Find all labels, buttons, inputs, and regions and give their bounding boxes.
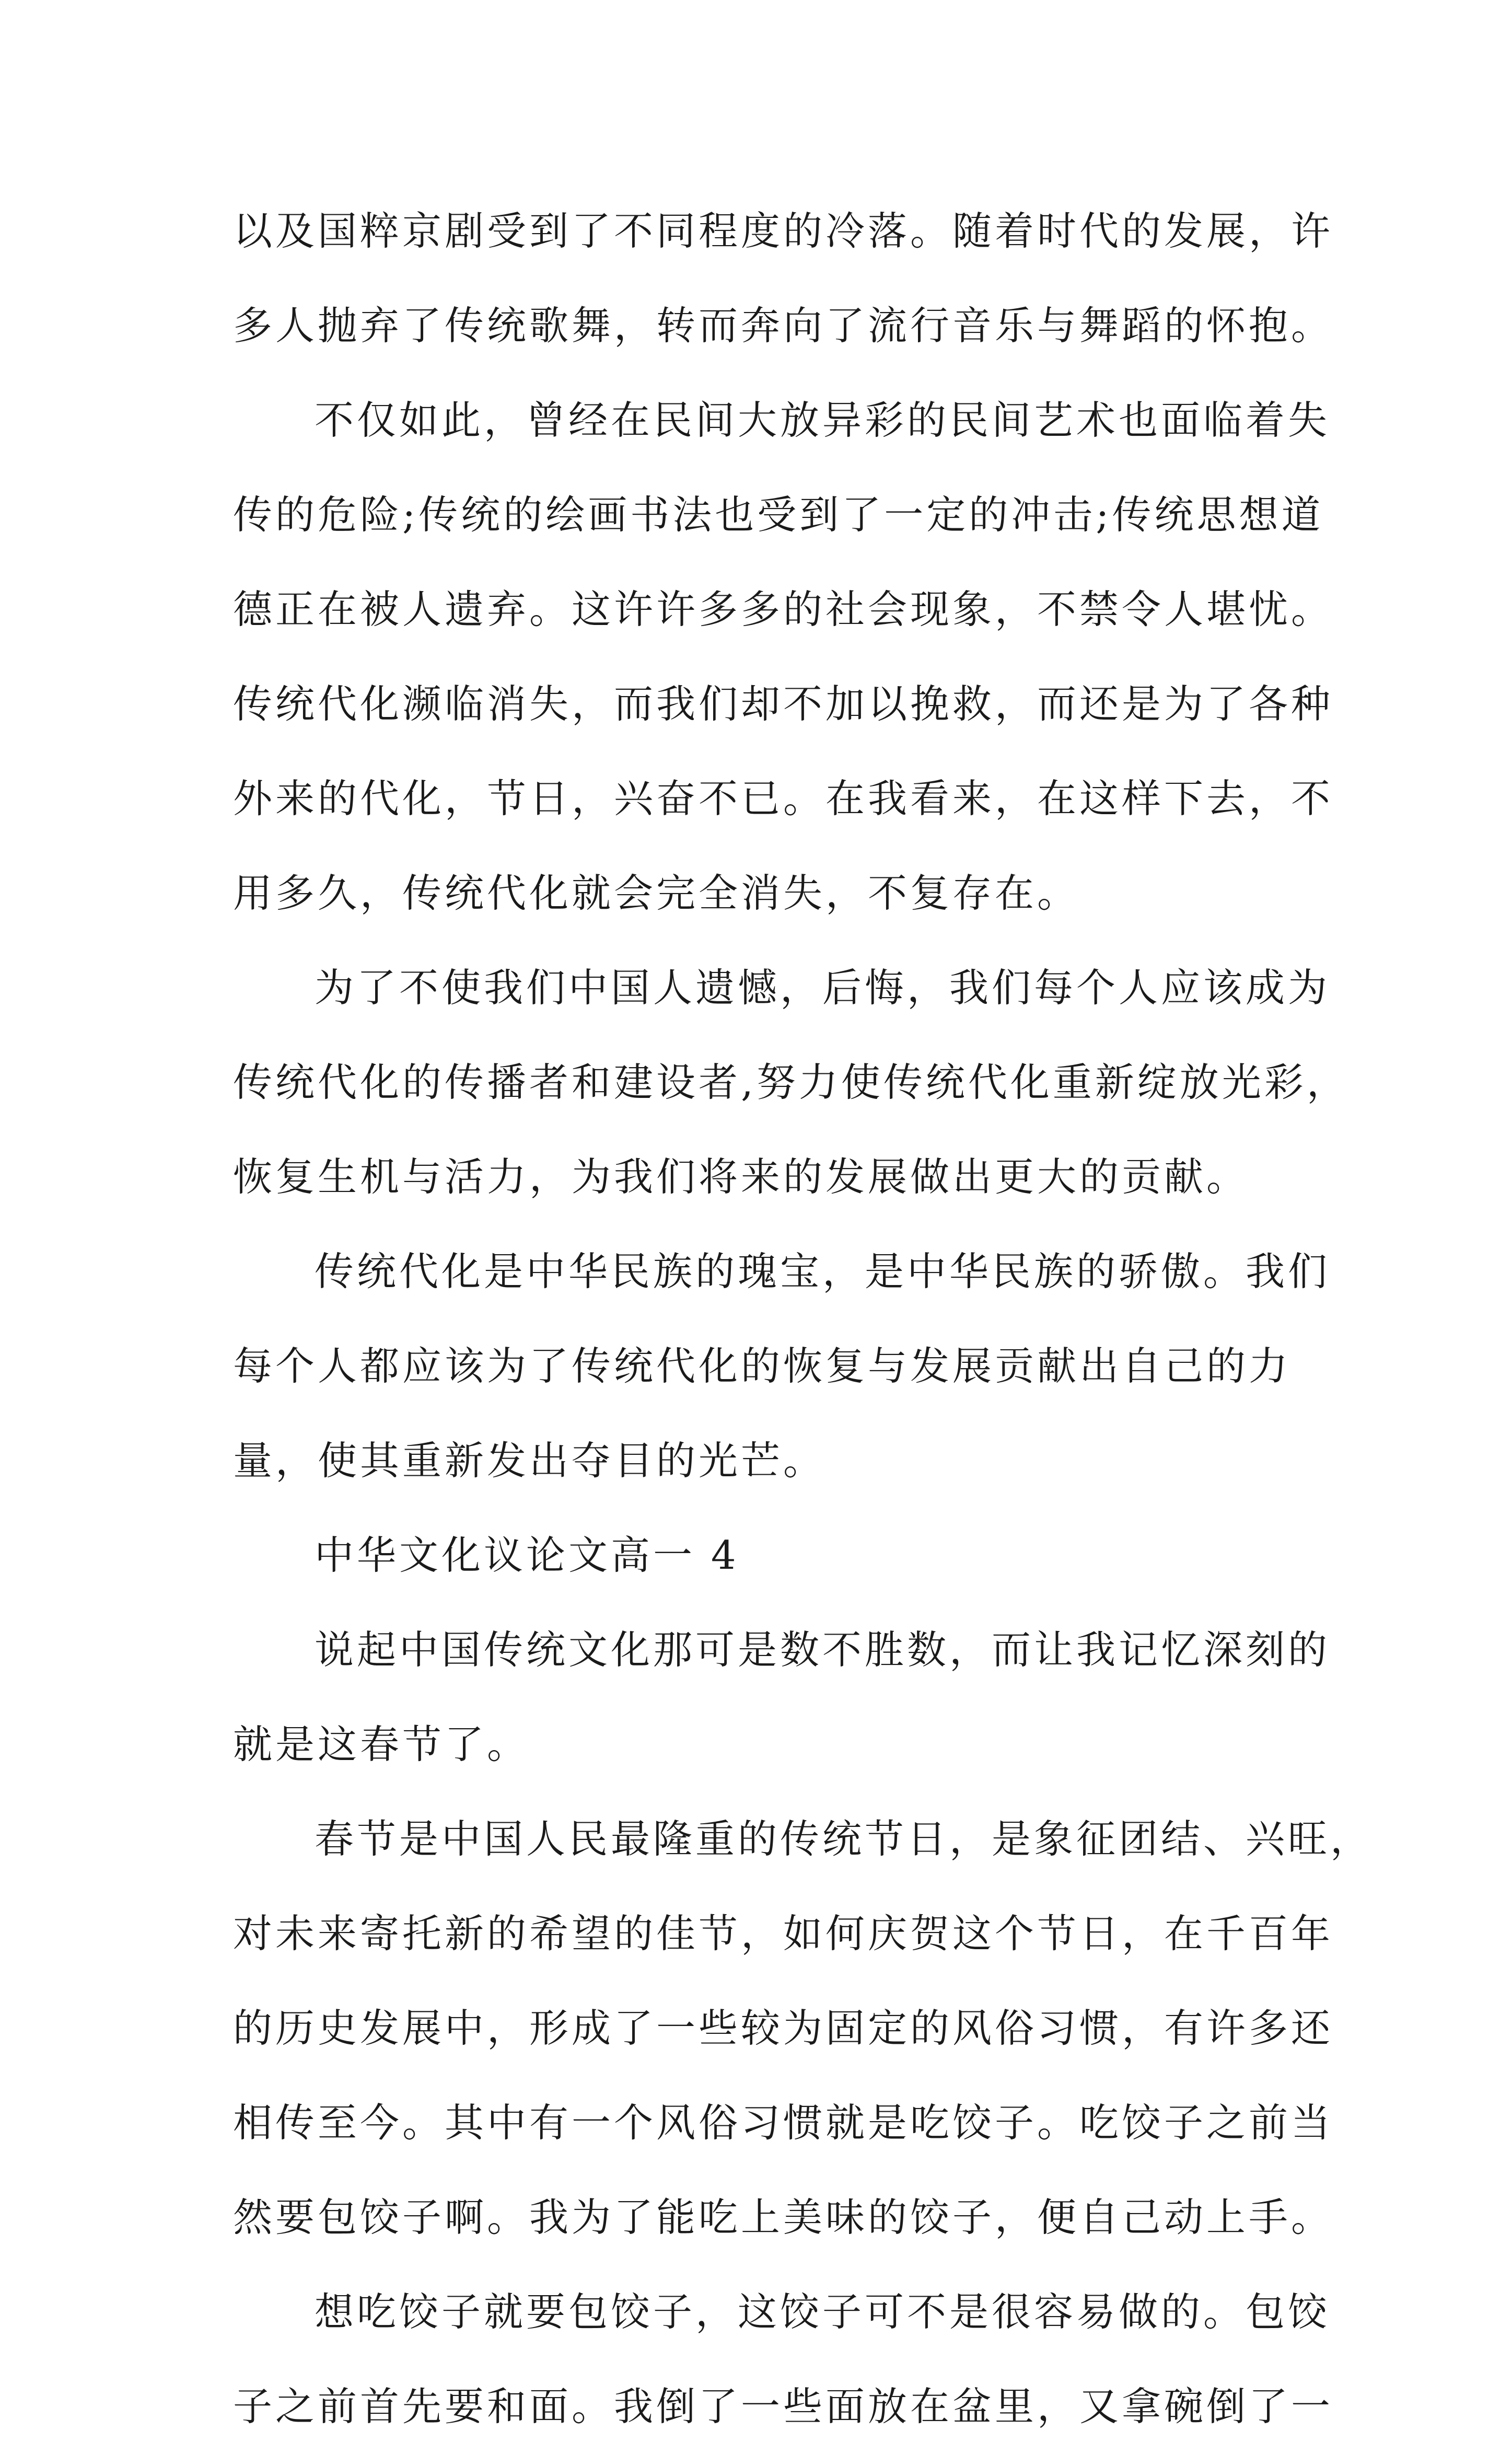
text-line: 以及国粹京剧受到了不同程度的冷落。随着时代的发展，许 — [233, 208, 1334, 254]
text-line: 德正在被人遗弃。这许许多多的社会现象，不禁令人堪忧。 — [233, 586, 1334, 632]
text-line: 不仅如此，曾经在民间大放异彩的民间艺术也面临着失 — [315, 397, 1331, 443]
body-text — [233, 184, 1373, 2454]
text-line: 相传至今。其中有一个风俗习惯就是吃饺子。吃饺子之前当 — [233, 2100, 1334, 2146]
text-line: 对未来寄托新的希望的佳节，如何庆贺这个节日，在千百年 — [233, 1911, 1334, 1957]
text-line: 用多久，传统代化就会完全消失，不复存在。 — [233, 870, 1080, 916]
text-line: 外来的代化，节日，兴奋不已。在我看来，在这样下去，不 — [233, 775, 1334, 821]
text-line: 就是这春节了。 — [233, 1721, 530, 1767]
text-line: 传统代化的传播者和建设者,努力使传统代化重新绽放光彩， — [233, 1059, 1349, 1105]
text-line: 传统代化是中华民族的瑰宝，是中华民族的骄傲。我们 — [315, 1248, 1331, 1294]
text-line: 传统代化濒临消失，而我们却不加以挽救，而还是为了各种 — [233, 681, 1334, 727]
text-line: 恢复生机与活力，为我们将来的发展做出更大的贡献。 — [233, 1154, 1249, 1200]
text-line: 说起中国传统文化那可是数不胜数，而让我记忆深刻的 — [315, 1627, 1331, 1673]
text-line: 的历史发展中，形成了一些较为固定的风俗习惯，有许多还 — [233, 2005, 1334, 2051]
text-line: 量，使其重新发出夺目的光芒。 — [233, 1438, 826, 1484]
text-line: 传的危险;传统的绘画书法也受到了一定的冲击;传统思想道 — [233, 492, 1324, 538]
text-line: 每个人都应该为了传统代化的恢复与发展贡献出自己的力 — [233, 1343, 1292, 1389]
text-line: 子之前首先要和面。我倒了一些面放在盆里，又拿碗倒了一 — [233, 2383, 1334, 2429]
text-line: 多人抛弃了传统歌舞，转而奔向了流行音乐与舞蹈的怀抱。 — [233, 303, 1334, 349]
text-line: 为了不使我们中国人遗憾，后悔，我们每个人应该成为 — [315, 965, 1331, 1011]
text-line: 然要包饺子啊。我为了能吃上美味的饺子，便自己动上手。 — [233, 2194, 1334, 2240]
section-heading: 中华文化议论文高一 4 — [315, 1532, 739, 1578]
text-line: 春节是中国人民最隆重的传统节日，是象征团结、兴旺， — [315, 1816, 1373, 1862]
text-line: 想吃饺子就要包饺子，这饺子可不是很容易做的。包饺 — [315, 2289, 1331, 2335]
